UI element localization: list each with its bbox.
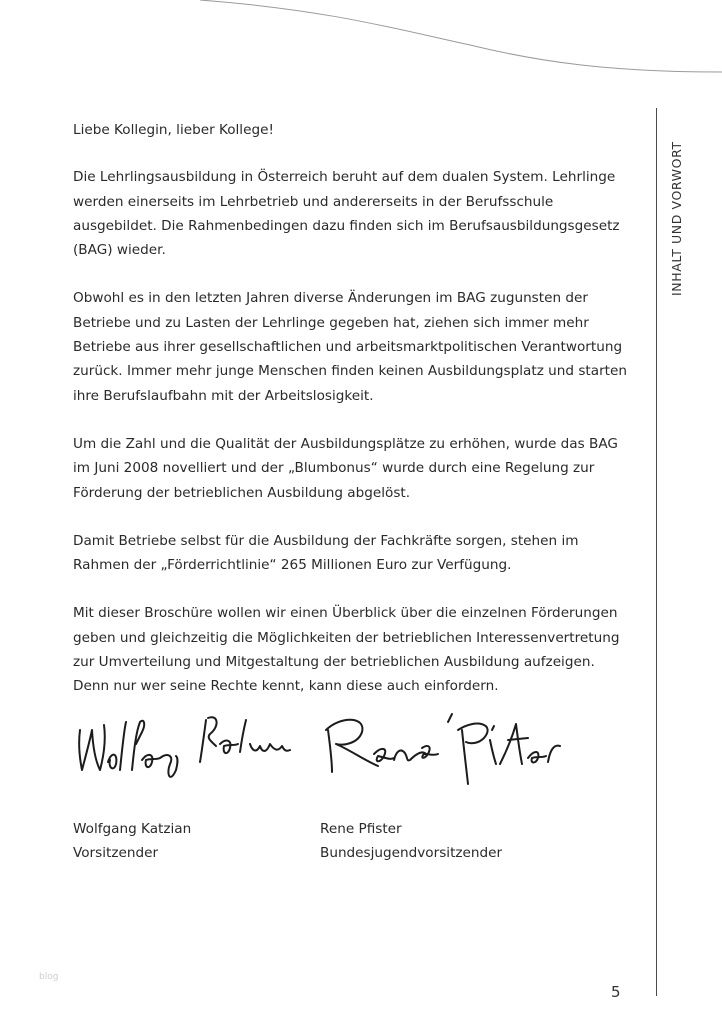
signer-role: Vorsitzender xyxy=(73,845,159,862)
paragraph: Um die Zahl und die Qualität der Ausbildungsplätze zu erhöhen, wurde das BAG im Juni 2008 novelliert und der „Blumbonus“ wurde durch eine Regelung zur Förderung der betrieblichen Ausbildung abgelöst. xyxy=(73,435,618,501)
page-number: 5 xyxy=(611,983,621,1001)
signer-name: Wolfgang Katzian xyxy=(73,821,192,837)
signatures xyxy=(60,700,600,800)
paragraph: Die Lehrlingsausbildung in Österreich beruht auf dem dualen System. Lehrlinge werden einerseits im Lehrbetrieb und andererseits in der Berufsschule ausgebildet. Die Rahmenbedingen dazu finden sich im Berufsausbildungsgesetz (BAG) wieder. xyxy=(73,169,620,259)
decorative-curve xyxy=(0,0,722,90)
paragraph: Damit Betriebe selbst für die Ausbildung der Fachkräfte sorgen, stehen im Rahmen der „Förderrichtlinie“ 265 Millionen Euro zur Verfügung. xyxy=(73,532,579,574)
signature-rene-pfister xyxy=(326,714,560,784)
signer-wolfgang-katzian xyxy=(73,817,191,866)
signer-rene-pfister xyxy=(320,817,502,866)
salutation: Liebe Kollegin, lieber Kollege! xyxy=(73,122,274,138)
watermark: blog xyxy=(39,972,59,982)
signer-role: Bundesjugendvorsitzender xyxy=(320,845,503,862)
signer-name: Rene Pfister xyxy=(320,821,402,837)
letter-body xyxy=(73,118,633,723)
side-divider-line xyxy=(656,108,657,996)
paragraph: Obwohl es in den letzten Jahren diverse Änderungen im BAG zugunsten der Betriebe und zu Lasten der Lehrlinge gegeben hat, ziehen sich immer mehr Betriebe aus ihrer gesellschaftlichen und arbeitsmarktpolitischen Verantwortung zurück. Immer mehr junge Menschen finden keinen Ausbildungsplatz und starten ihre Berufslaufbahn mit der Arbeitslosigkeit. xyxy=(73,290,627,404)
signature-wolfgang-katzian xyxy=(79,717,290,777)
paragraph: Mit dieser Broschüre wollen wir einen Überblick über die einzelnen Förderungen geben und gleichzeitig die Möglichkeiten der betrieblichen Interessenvertretung zur Umverteilung und Mitgestaltung der betrieblichen Ausbildung aufzeigen. Denn nur wer seine Rechte kennt, kann diese auch einfordern. xyxy=(73,605,620,695)
section-label: INHALT UND VORWORT xyxy=(669,141,684,296)
